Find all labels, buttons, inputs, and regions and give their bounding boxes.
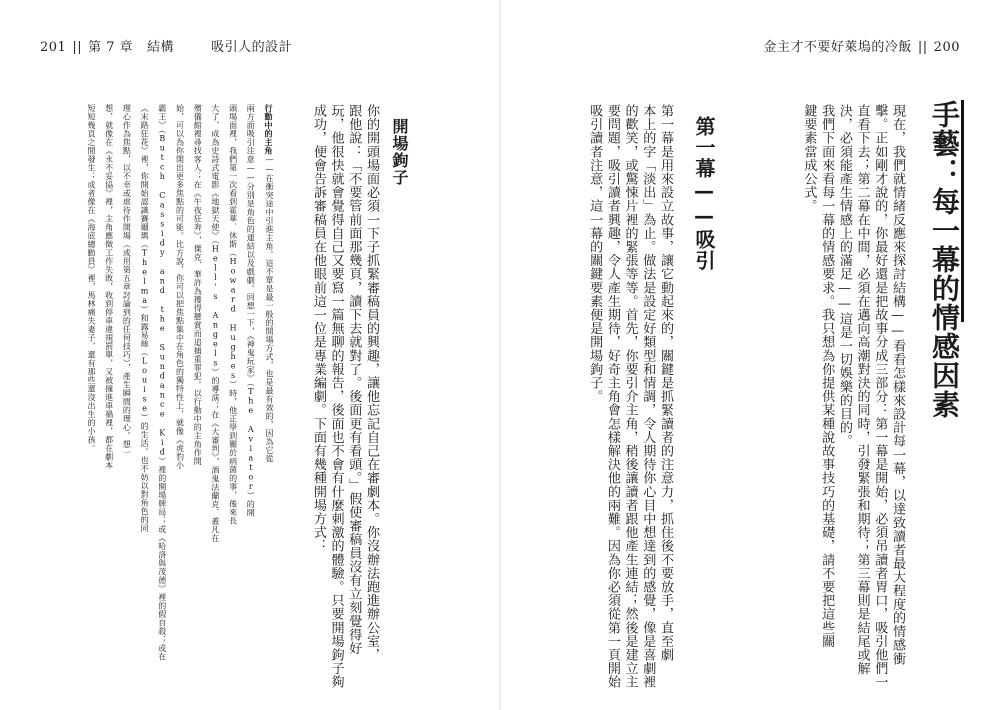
protagonist-in-action-label: 行動中的主角 <box>264 104 274 155</box>
chapter-title: 結構 <box>147 40 175 55</box>
page-gutter <box>498 0 502 710</box>
chapter-number: 第 7 章 <box>88 40 134 55</box>
act-line: 要問題，吸引讀者興趣，令人產生期待，好奇主角會怎樣解決他的兩難。因為你必須從第一頁開始 <box>604 104 620 689</box>
intro-line: 直看下去；第二幕在中間，必須在邁向高潮對決的同時，引發緊張和期待；第三幕則是結尾或解 <box>854 104 870 676</box>
intro-line: 我們下面來看每一幕的情感要求。我只想為你提供某種說故事技巧的基礎，請不要把這些關 <box>819 104 835 648</box>
intro-line: 鍵要素當成公式。 <box>801 104 817 213</box>
act-line: 的歡笑，或驚悚片裡的緊張等等。首先，你要引介主角，稍後讓讀者跟他產生連結；然後是建立主 <box>622 104 638 689</box>
emph-line: 殯儀館裡尋找客人；在《午夜狂奔》，傑克．華許為獲得懸賞而追捕重罪犯。以行動中的主角作開 <box>193 104 203 466</box>
emph-line: 行動中的主角——在衝突途中引進主角。這不單是最一般的開場方式，也是最有效的，因為它從 <box>264 104 274 463</box>
intro-line: 現在，我們就情緒反應來探討結構——看看怎樣來設計每一幕，以達致讀者最大程度的情感衝 <box>890 104 905 666</box>
emph-line: 大了，成為史詩式電影《地獄天使》（Hell's Angels）的導演；在《大審判》，酒鬼法蘭克．蓋凡在 <box>210 104 220 543</box>
opening-hook-paragraph <box>292 104 380 689</box>
protagonist-in-action-paragraph <box>40 104 278 661</box>
main-heading-rule <box>961 100 964 322</box>
emph-line: 始，可以為你開出更多焦點的可能。比方說，你可以把焦點集中在角色的獨特性上，就像《虎豹小 <box>175 104 185 470</box>
act-line: 第一幕是用來設立故事，讓它動起來的，關鍵是抓緊讀者的注意力，抓住後不要放手，直至劇 <box>658 104 673 662</box>
opening-hook-heading: 開場鉤子 <box>390 118 409 186</box>
emph-line: 理心作為焦點，以不幸或虐待作開場（或用第五章討論到的任何技巧），產生瞬間的理心。想一 <box>122 104 132 457</box>
book-title: 金主才不要好萊塢的冷飯 <box>763 40 912 55</box>
right-running-head: 金主才不要好萊塢的冷飯 || 200 <box>763 40 960 55</box>
emph-line: 短短幾頁之間發生；或者像在《海底總動員》裡，馬林痛失妻子，還有那些還沒出生的小孩。 <box>86 104 96 453</box>
emph-line: 頭場面裡，我們第一次看到霍華．休斯（Howard Hughes）時，他正學到關於病菌的事，後來長 <box>228 104 238 525</box>
intro-line: 擊。正如剛才說的，你最好還是把故事分成三部分：第一幕是開始，必須吊讀者胃口，吸引他們一 <box>872 104 888 689</box>
intro-paragraph <box>734 104 906 689</box>
emph-line: 想，就像在《永不妥協》裡，主角應徵工作失敗，收到停車違規罰單，又被撞進車禍裡，都在劇本 <box>104 104 114 470</box>
body-line: 成功，便會告訴審稿員在他眼前這一位是專業編劇。下面有幾種開場方式： <box>310 104 326 553</box>
emph-line: 霸王》（Butch Cassidy and the Sundance Kid）裡的開場牌局；或《哈洛與茂德》裡的假自殺；或在 <box>157 104 167 661</box>
left-page-number: 201 <box>40 40 67 55</box>
act-one-heading: 第一幕——吸引 <box>692 116 716 271</box>
body-line: 玩，他很快就會覺得自己又要寫一篇無聊的報告，後面也不會有什麼刺激的體驗。只要開場鉤子夠 <box>328 104 344 689</box>
act-line: 吸引讀者注意，這一幕的關鍵要素便是開場鉤子。 <box>587 104 603 404</box>
left-running-head: 201 || 第 7 章 結構 吸引人的設計 <box>40 40 293 55</box>
act-line: 本上的字「淡出」為止。做法是設定好類型和情調，令人期待你心目中想達到的感覺，像是喜劇裡 <box>640 104 656 689</box>
act-one-paragraph <box>572 104 674 689</box>
emph-line: 《末路狂花》裡，你開始認識賽爾瑪（Thelma）和露易絲（Louise）的生活。也不妨以對角色的同 <box>140 104 150 533</box>
right-page-number: 200 <box>933 40 960 55</box>
body-line: 你的開頭場面必須一下子抓緊審稿員的興趣，讓他忘記自己在審劇本。你沒辦法跑進辦公室， <box>364 104 379 662</box>
main-heading: 手藝：每一幕的情感因素 <box>928 100 961 419</box>
emph-line: 兩方面吸引注意——分別是角色的連結以及戲劇。回想一下，《神鬼玩家》（The Aviator）的開 <box>246 104 256 517</box>
body-line: 跟他說：「不要管前面那幾頁，讀下去就對了。後面更有看頭。」假使審稿員沒有立刻覺得好 <box>346 104 362 656</box>
intro-line: 決，必須能產生情感上的滿足——這是一切娛樂的目的。 <box>836 104 852 448</box>
section-running-title: 吸引人的設計 <box>211 40 293 55</box>
